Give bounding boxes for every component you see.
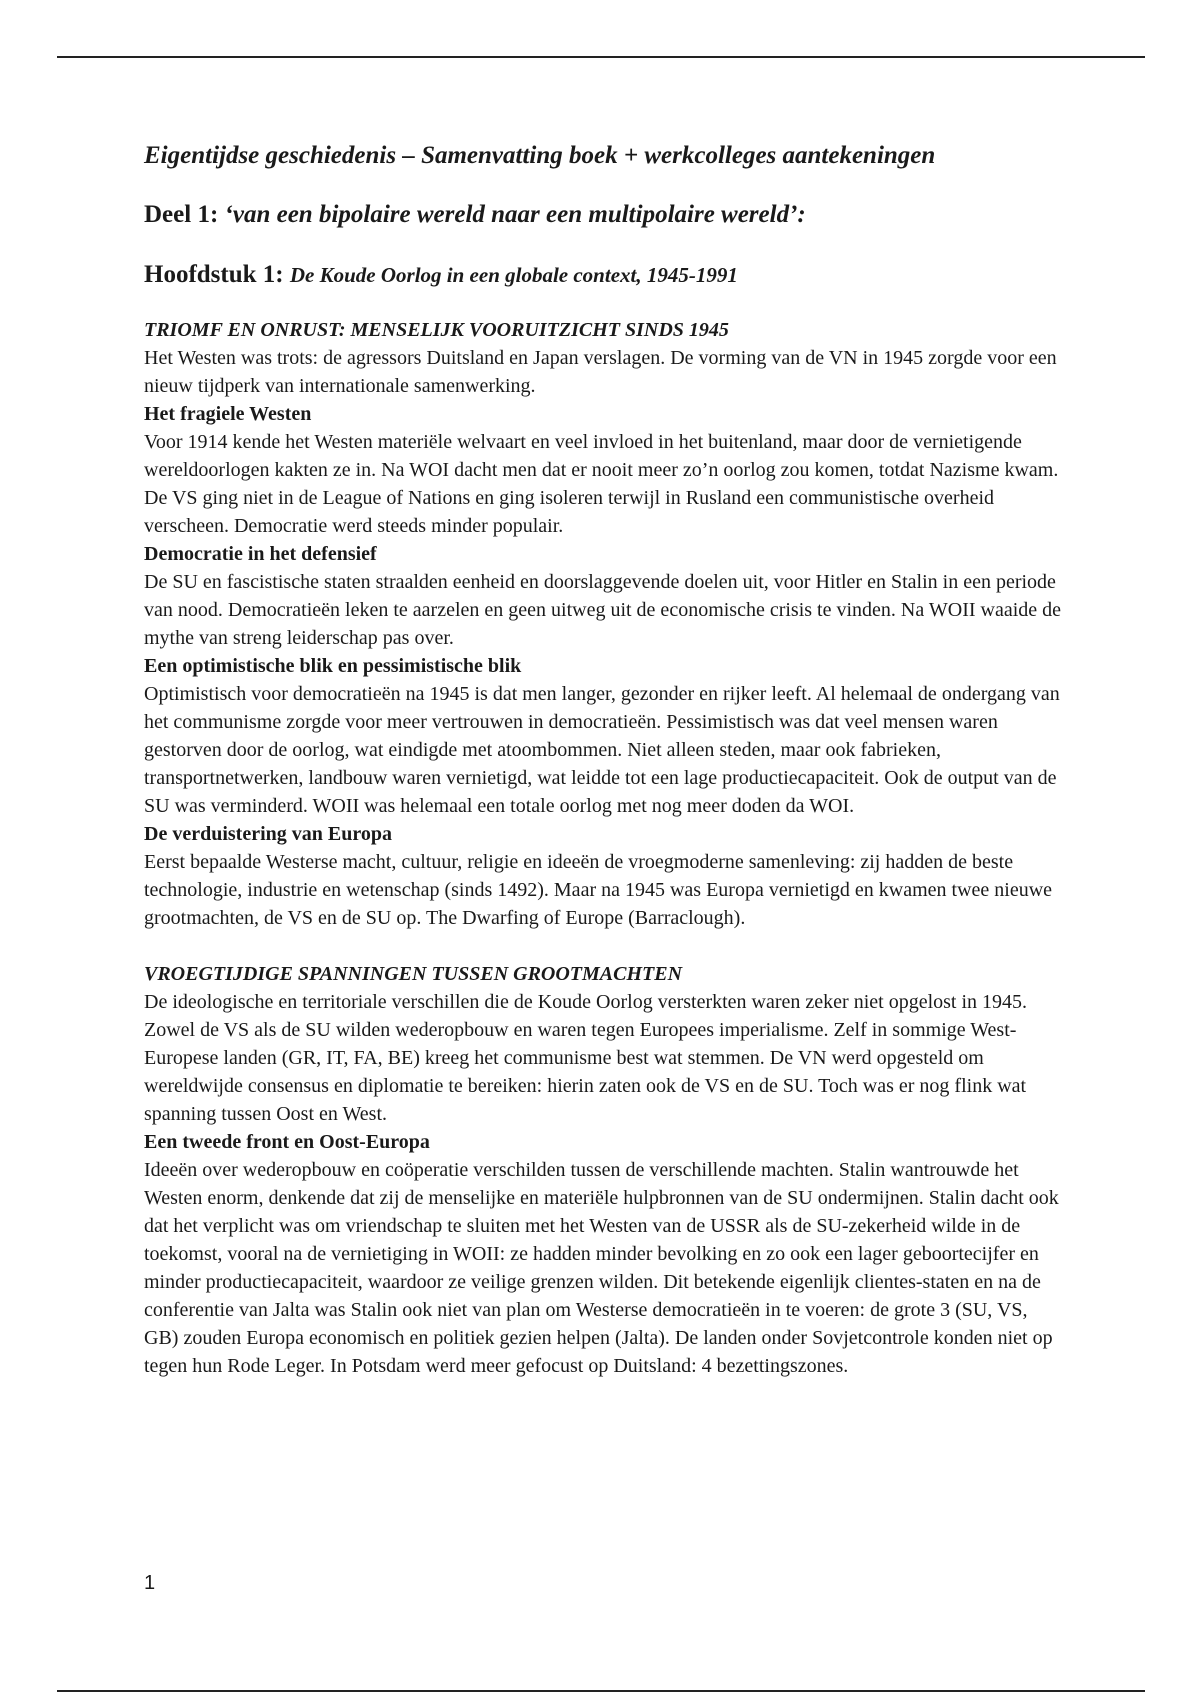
- chapter-label: Hoofdstuk 1:: [144, 261, 290, 288]
- subsection-text: Eerst bepaalde Westerse macht, cultuur, religie en ideeën de vroegmoderne samenleving: zij hadden de beste technologie, industrie en wetenschap (sinds 1492). Maar na 1945 was Europa vernietigd en kwamen twee nieuwe grootmachten, de VS en de SU op. The Dwarfing of Europe (Barraclough).: [144, 850, 1053, 929]
- part-subtitle: ‘van een bipolaire wereld naar een multipolaire wereld’:: [224, 200, 806, 228]
- subsection-heading: Een optimistische blik en pessimistische blik: [144, 654, 522, 677]
- subsection-heading: Een tweede front en Oost-Europa: [144, 1130, 430, 1153]
- page-number: 1: [144, 1572, 156, 1594]
- document-body: [144, 140, 1064, 1380]
- section-vroegtijdige-spanningen: [144, 960, 1064, 1380]
- section-spacer: [144, 932, 1064, 960]
- part-label: Deel 1:: [144, 200, 225, 228]
- subsection-text: Ideeën over wederopbouw en coöperatie verschilden tussen de verschillende machten. Stalin wantrouwde het Westen enorm, denkende dat zij de menselijke en materiële hulpbronnen van de SU ondermijnen. Stalin dacht ook dat het verplicht was om vriendschap te sluiten met het Westen van de USSR als de SU-zekerheid wilde in de toekomst, vooral na de vernietiging in WOII: ze hadden minder bevolking en zo ook een lager geboortecijfer en minder productiecapaciteit, waardoor ze veilige grenzen wilden. Dit betekende eigenlijk clientes-staten en na de conferentie van Jalta was Stalin ook niet van plan om Westerse democratieën in te voeren: de grote 3 (SU, VS, GB) zouden Europa economisch en politiek gezien helpen (Jalta). De landen onder Sovjetcontrole konden niet op tegen hun Rode Leger. In Potsdam werd meer gefocust op Duitsland: 4 bezettingszones.: [144, 1158, 1059, 1377]
- subsection-text: Voor 1914 kende het Westen materiële welvaart en veel invloed in het buitenland, maar door de vernietigende wereldoorlogen kakten ze in. Na WOI dacht men dat er nooit meer zo’n oorlog zou komen, totdat Nazisme kwam. De VS ging niet in de League of Nations en ging isoleren terwijl in Rusland een communistische overheid verscheen. Democratie werd steeds minder populair.: [144, 430, 1059, 537]
- header-rule: [57, 56, 1145, 58]
- subsection-heading: Democratie in het defensief: [144, 542, 377, 565]
- chapter-subtitle: De Koude Oorlog in een globale context, 1945-1991: [289, 263, 738, 287]
- chapter-title: [144, 259, 1064, 292]
- section-intro: De ideologische en territoriale verschillen die de Koude Oorlog versterkten waren zeker niet opgelost in 1945. Zowel de VS als de SU wilden wederopbouw en waren tegen Europees imperialisme. Zelf in sommige West-Europese landen (GR, IT, FA, BE) kreeg het communisme best wat stemmen. De VN werd opgesteld om wereldwijde consensus en diplomatie te bereiken: hierin zaten ook de VS en de SU. Toch was er nog flink wat spanning tussen Oost en West.: [144, 990, 1028, 1125]
- section-intro: Het Westen was trots: de agressors Duitsland en Japan verslagen. De vorming van de VN in 1945 zorgde voor een nieuw tijdperk van internationale samenwerking.: [144, 346, 1057, 397]
- section-heading: VROEGTIJDIGE SPANNINGEN TUSSEN GROOTMACHTEN: [144, 962, 683, 985]
- subsection-text: De SU en fascistische staten straalden eenheid en doorslaggevende doelen uit, voor Hitler en Stalin in een periode van nood. Democratieën leken te aarzelen en geen uitweg uit de economische crisis te vinden. Na WOII waaide de mythe van streng leiderschap pas over.: [144, 570, 1062, 649]
- section-heading: TRIOMF EN ONRUST: MENSELIJK VOORUITZICHT SINDS 1945: [144, 318, 729, 341]
- part-title: [144, 199, 1064, 232]
- section-triomf-en-onrust: [144, 316, 1064, 932]
- document-title: Eigentijdse geschiedenis – Samenvatting boek + werkcolleges aantekeningen: [144, 142, 936, 169]
- subsection-heading: De verduistering van Europa: [144, 822, 392, 845]
- subsection-heading: Het fragiele Westen: [144, 402, 312, 425]
- subsection-text: Optimistisch voor democratieën na 1945 is dat men langer, gezonder en rijker leeft. Al helemaal de ondergang van het communisme zorgde voor meer vertrouwen in democratieën. Pessimistisch was dat veel mensen waren gestorven door de oorlog, wat eindigde met atoombommen. Niet alleen steden, maar ook fabrieken, transportnetwerken, landbouw waren vernietigd, wat leidde tot een lage productiecapaciteit. Ook de output van de SU was verminderd. WOII was helemaal een totale oorlog met nog meer doden da WOI.: [144, 682, 1060, 817]
- footer-rule: [57, 1690, 1145, 1692]
